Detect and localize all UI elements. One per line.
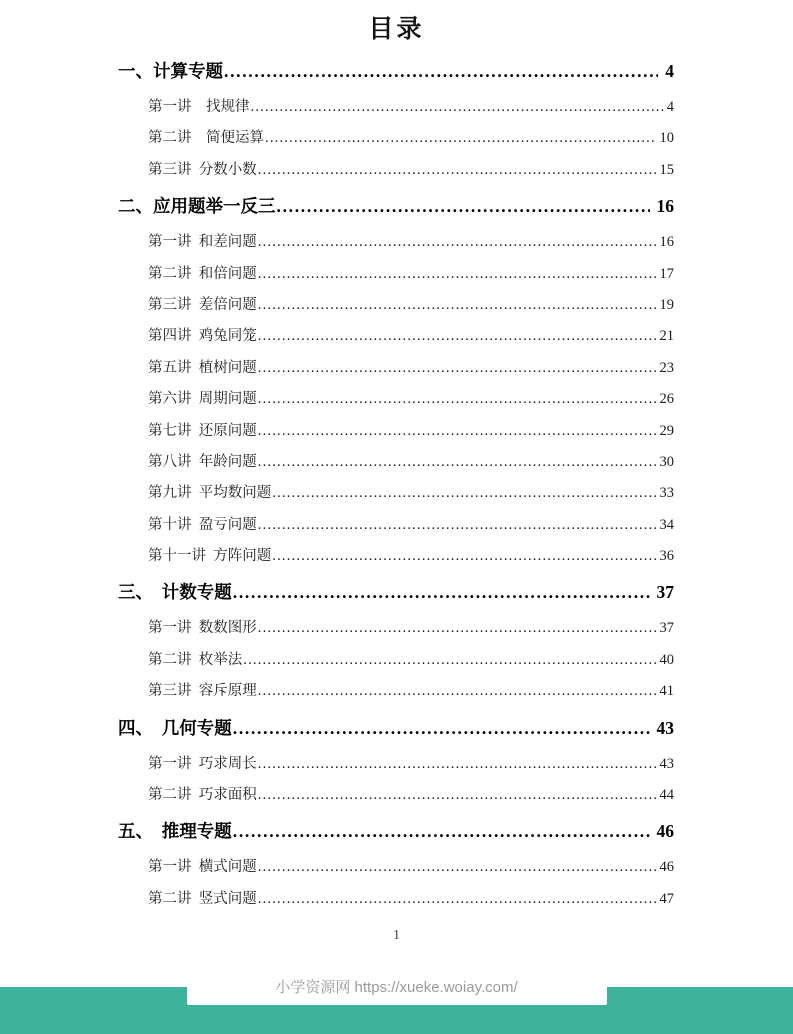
dot-leader xyxy=(258,884,657,915)
dot-leader xyxy=(258,416,657,447)
toc-section-2-entry-3[interactable] xyxy=(118,290,674,321)
toc-section-2-entry-9[interactable] xyxy=(118,478,674,509)
toc-section-4[interactable] xyxy=(118,708,674,749)
toc-item-label: 第一讲 和差问题 xyxy=(148,234,257,251)
dot-leader xyxy=(251,92,664,123)
toc-item-label: 第三讲 差倍问题 xyxy=(148,296,257,313)
toc-item-label: 第十讲 盈亏问题 xyxy=(148,516,257,533)
toc-item-label: 第一讲 数数图形 xyxy=(148,620,257,637)
toc-item-page-number: 34 xyxy=(659,516,674,533)
toc-section-3[interactable] xyxy=(118,572,674,613)
toc-section-2[interactable] xyxy=(118,186,674,227)
toc-item-page-number: 36 xyxy=(659,548,674,565)
dot-leader xyxy=(258,749,657,780)
toc-section-2-entry-5[interactable] xyxy=(118,353,674,384)
toc-section-1[interactable] xyxy=(118,51,674,92)
toc-item-page-number: 15 xyxy=(659,161,674,178)
toc-item-page-number: 17 xyxy=(659,265,674,282)
toc-section-2-entry-10[interactable] xyxy=(118,510,674,541)
toc-item-page-number: 43 xyxy=(659,755,674,772)
dot-leader xyxy=(272,541,656,572)
dot-leader xyxy=(258,353,657,384)
dot-leader xyxy=(277,186,650,227)
toc-section-5-entry-1[interactable] xyxy=(118,852,674,883)
toc-section-2-entry-2[interactable] xyxy=(118,259,674,290)
toc-item-page-number: 29 xyxy=(659,422,674,439)
dot-leader xyxy=(258,227,657,258)
dot-leader xyxy=(258,613,657,644)
toc-section-3-entry-2[interactable] xyxy=(118,645,674,676)
toc-item-label: 第九讲 平均数问题 xyxy=(148,485,272,502)
toc-section-2-entry-11[interactable] xyxy=(118,541,674,572)
toc-item-page-number: 16 xyxy=(656,196,674,217)
toc-item-page-number: 26 xyxy=(659,391,674,408)
dot-leader xyxy=(258,510,657,541)
toc-item-page-number: 19 xyxy=(659,296,674,313)
toc-item-label: 第十一讲 方阵问题 xyxy=(148,548,272,565)
toc-item-page-number: 37 xyxy=(656,582,674,603)
dot-leader xyxy=(258,259,657,290)
toc-section-3-entry-1[interactable] xyxy=(118,613,674,644)
toc-section-2-entry-1[interactable] xyxy=(118,227,674,258)
toc-section-2-entry-8[interactable] xyxy=(118,447,674,478)
toc-item-label: 第七讲 还原问题 xyxy=(148,422,257,439)
toc-item-page-number: 21 xyxy=(659,328,674,345)
toc-item-label: 第一讲 找规律 xyxy=(148,99,250,115)
toc-section-3-entry-3[interactable] xyxy=(118,676,674,707)
toc-item-label: 第六讲 周期问题 xyxy=(148,391,257,408)
toc-item-page-number: 33 xyxy=(659,485,674,502)
toc-item-label: 三、 计数专题 xyxy=(118,582,232,603)
toc-item-page-number: 37 xyxy=(659,620,674,637)
toc-item-label: 第五讲 植树问题 xyxy=(148,359,257,376)
toc-item-page-number: 4 xyxy=(665,61,674,81)
dot-leader xyxy=(258,852,657,883)
toc-section-1-entry-1[interactable] xyxy=(118,92,674,123)
toc-item-label: 第二讲 简便运算 xyxy=(148,130,264,147)
folio-page-number: 1 xyxy=(393,928,400,944)
dot-leader xyxy=(258,780,657,811)
dot-leader xyxy=(243,645,656,676)
toc-item-label: 四、 几何专题 xyxy=(118,717,232,738)
dot-leader xyxy=(265,123,657,154)
dot-leader xyxy=(233,708,650,749)
toc-section-1-entry-3[interactable] xyxy=(118,155,674,186)
dot-leader xyxy=(258,321,657,352)
toc-section-4-entry-2[interactable] xyxy=(118,780,674,811)
toc-item-label: 第二讲 巧求面积 xyxy=(148,787,257,804)
toc-item-page-number: 4 xyxy=(666,99,674,115)
toc-item-label: 第三讲 分数小数 xyxy=(148,161,257,178)
dot-leader xyxy=(224,51,658,92)
dot-leader xyxy=(233,572,650,613)
toc-section-2-entry-7[interactable] xyxy=(118,416,674,447)
toc-item-page-number: 10 xyxy=(659,130,674,147)
dot-leader xyxy=(272,478,656,509)
toc-item-label: 第八讲 年龄问题 xyxy=(148,453,257,470)
page-title: 目录 xyxy=(368,16,425,43)
footer-watermark-box xyxy=(187,970,607,1005)
dot-leader xyxy=(258,676,657,707)
toc-section-2-entry-6[interactable] xyxy=(118,384,674,415)
toc-item-page-number: 16 xyxy=(659,234,674,251)
toc-item-label: 一、计算专题 xyxy=(118,61,223,81)
dot-leader xyxy=(258,155,657,186)
toc-item-label: 第一讲 横式问题 xyxy=(148,859,257,876)
toc-item-label: 二、应用题举一反三 xyxy=(118,196,276,217)
toc-item-page-number: 47 xyxy=(659,890,674,907)
toc-section-1-entry-2[interactable] xyxy=(118,123,674,154)
toc-item-page-number: 40 xyxy=(659,651,674,668)
toc-item-page-number: 46 xyxy=(656,821,674,842)
toc-item-label: 第二讲 和倍问题 xyxy=(148,265,257,282)
footer-watermark-band xyxy=(0,979,793,1034)
toc-item-label: 第四讲 鸡兔同笼 xyxy=(148,328,257,345)
toc-item-page-number: 41 xyxy=(659,683,674,700)
toc-section-2-entry-4[interactable] xyxy=(118,321,674,352)
dot-leader xyxy=(233,811,650,852)
toc-item-label: 第二讲 枚举法 xyxy=(148,651,243,668)
toc-item-page-number: 30 xyxy=(659,453,674,470)
dot-leader xyxy=(258,384,657,415)
toc-item-label: 第一讲 巧求周长 xyxy=(148,755,257,772)
toc-item-label: 第三讲 容斥原理 xyxy=(148,683,257,700)
toc-section-5[interactable] xyxy=(118,811,674,852)
toc-item-page-number: 43 xyxy=(656,717,674,738)
dot-leader xyxy=(258,290,657,321)
toc xyxy=(118,51,674,915)
footer-site-link[interactable]: 小学资源网 https://xueke.woiay.com/ xyxy=(275,979,518,996)
toc-section-4-entry-1[interactable] xyxy=(118,749,674,780)
toc-item-page-number: 46 xyxy=(659,859,674,876)
toc-item-label: 五、 推理专题 xyxy=(118,821,232,842)
toc-item-page-number: 23 xyxy=(659,359,674,376)
toc-section-5-entry-2[interactable] xyxy=(118,884,674,915)
toc-item-page-number: 44 xyxy=(659,787,674,804)
toc-item-label: 第二讲 竖式问题 xyxy=(148,890,257,907)
dot-leader xyxy=(258,447,657,478)
